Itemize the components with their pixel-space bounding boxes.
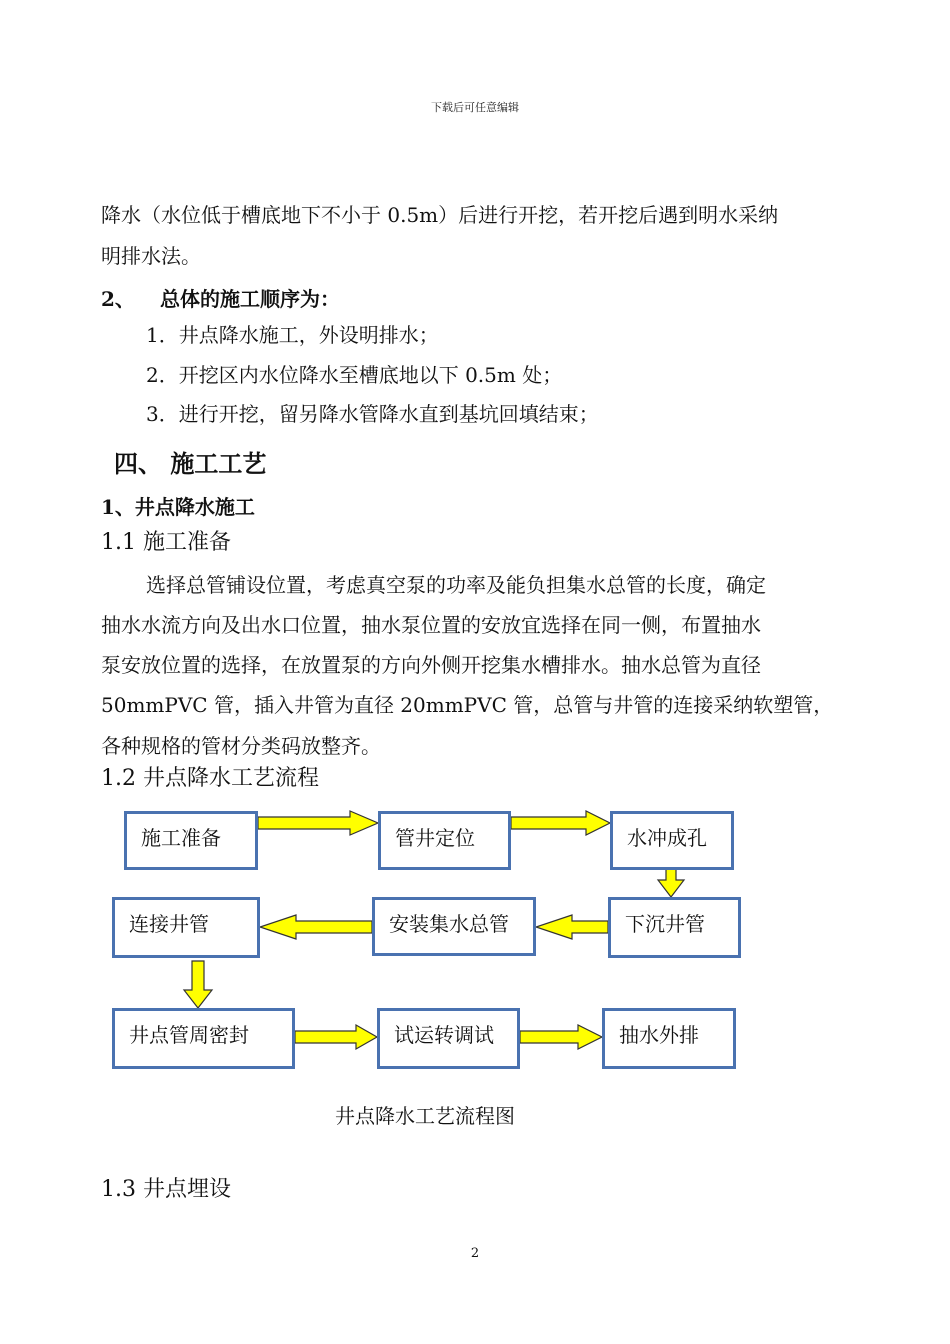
subsection-heading: 1.2 井点降水工艺流程 [101,766,319,791]
arrow-left [260,915,372,939]
paragraph-line: 明排水法。 [101,244,201,268]
section-2-title: 总体的施工顺序为： [160,287,340,311]
flowchart-caption: 井点降水工艺流程图 [335,1104,515,1128]
list-item: 3．进行开挖，留另降水管降水直到基坑回填结束； [146,402,599,426]
flow-step-box: 水冲成孔 [610,811,734,870]
flow-step-box: 施工准备 [124,811,258,870]
arrow-right [511,811,610,835]
section-heading: 1、井点降水施工 [101,495,255,519]
subsection-heading: 1.3 井点埋设 [101,1177,231,1202]
paragraph-line: 50mmPVC 管，插入井管为直径 20mmPVC 管，总管与井管的连接采纳软塑管， [101,693,834,717]
list-item: 1．井点降水施工，外设明排水； [146,323,439,347]
flow-step-box: 试运转调试 [377,1008,520,1069]
list-item: 2．开挖区内水位降水至槽底地以下 0.5m 处； [146,363,563,387]
flow-step-box: 井点管周密封 [112,1008,295,1069]
arrow-right [295,1025,377,1049]
flow-step-box: 安装集水总管 [372,897,536,956]
paragraph-line: 各种规格的管材分类码放整齐。 [101,734,381,758]
flow-step-box: 抽水外排 [602,1008,736,1069]
arrow-right [520,1025,602,1049]
flow-step-box: 管井定位 [378,811,511,870]
flow-step-box: 下沉井管 [608,897,741,958]
arrow-right [258,811,378,835]
chapter-heading: 四、 施工工艺 [114,449,267,478]
paragraph-line: 选择总管铺设位置，考虑真空泵的功率及能负担集水总管的长度，确定 [146,573,766,597]
flow-step-box: 连接井管 [112,897,260,958]
arrow-down [184,961,212,1008]
paragraph-line: 抽水水流方向及出水口位置，抽水泵位置的安放宜选择在同一侧，布置抽水 [101,613,761,637]
header-watermark: 下载后可任意编辑 [431,101,519,114]
paragraph-line: 泵安放位置的选择，在放置泵的方向外侧开挖集水槽排水。抽水总管为直径 [101,653,761,677]
subsection-heading: 1.1 施工准备 [101,530,231,555]
arrow-left [536,915,608,939]
page-number: 2 [470,1246,480,1261]
paragraph-line: 降水（水位低于槽底地下不小于 0.5m）后进行开挖，若开挖后遇到明水采纳 [101,203,779,227]
section-2-number: 2、 [101,287,135,311]
